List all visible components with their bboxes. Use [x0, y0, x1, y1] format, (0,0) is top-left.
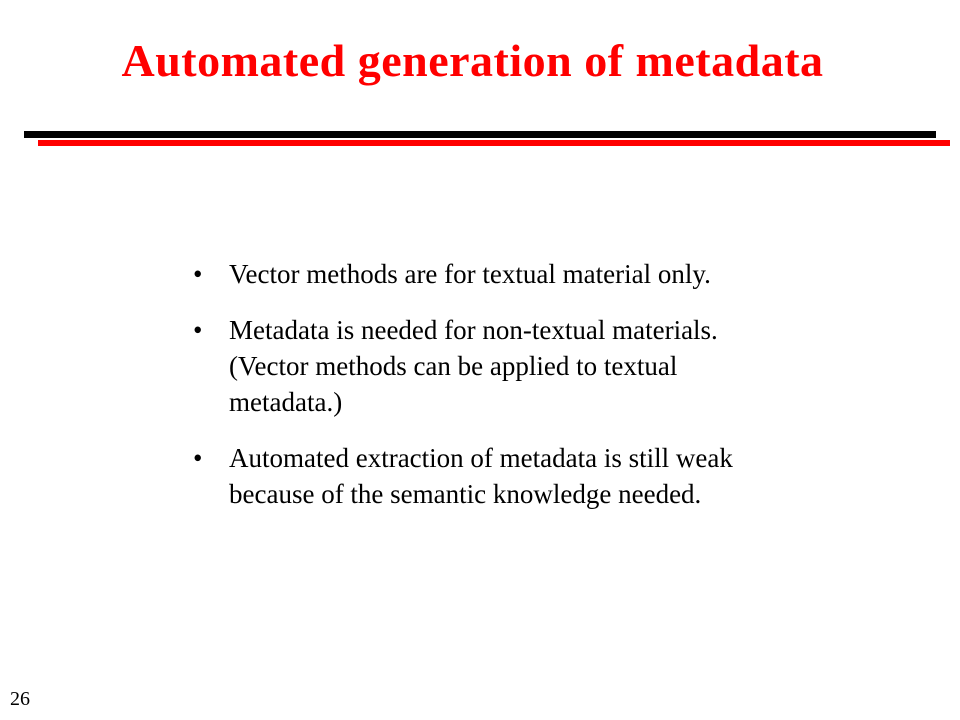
bullet-dot-icon: •: [193, 315, 203, 345]
bullet-text: Automated extraction of metadata is still weak because of the semantic knowledge needed.: [229, 443, 733, 509]
bullet-dot-icon: •: [193, 443, 203, 473]
title-divider-red: [38, 140, 950, 146]
bullet-item: [193, 256, 793, 292]
title-divider-black: [24, 131, 936, 138]
bullet-dot-icon: •: [193, 259, 203, 289]
bullet-text: Metadata is needed for non-textual materials. (Vector methods can be applied to textual metadata.): [229, 315, 718, 417]
bullet-item: [193, 440, 793, 512]
slide-number: 26: [10, 688, 30, 710]
slide-title: Automated generation of metadata: [121, 35, 824, 86]
bullet-item: [193, 312, 793, 420]
bullet-list: [193, 256, 793, 512]
bullet-text: Vector methods are for textual material only.: [229, 259, 711, 289]
